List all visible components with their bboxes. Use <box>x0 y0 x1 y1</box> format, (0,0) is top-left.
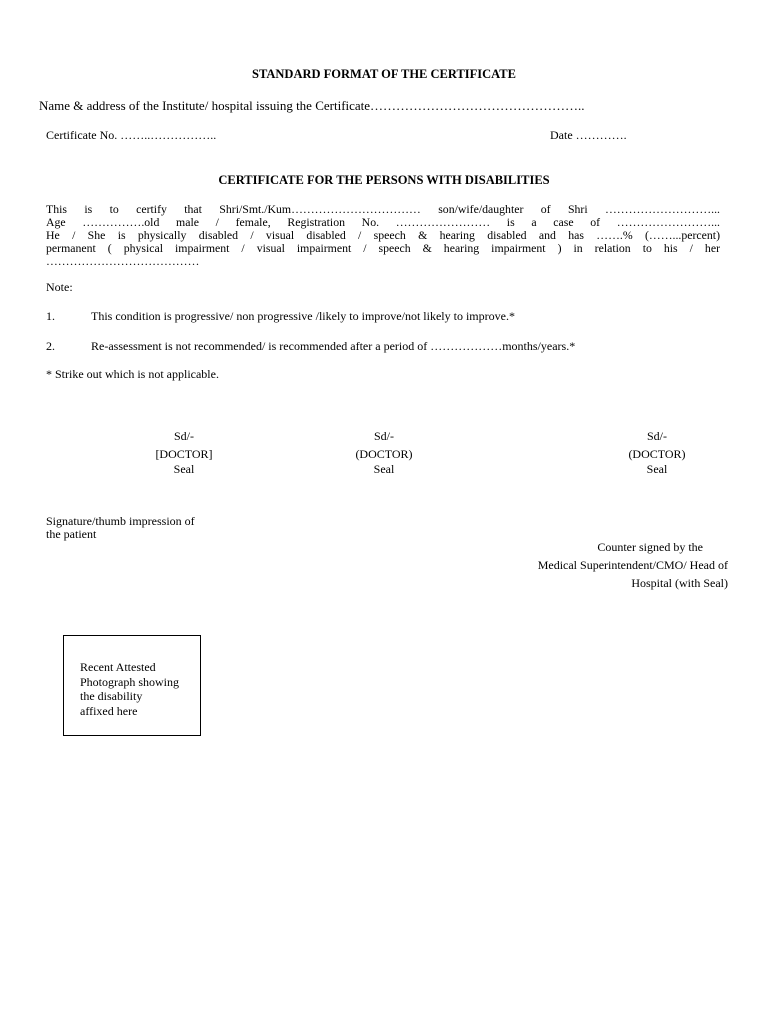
sd-text: Sd/- <box>373 429 394 443</box>
strike-out-note: * Strike out which is not applicable. <box>46 367 219 381</box>
certification-paragraph <box>46 203 720 268</box>
doctor-signature-block <box>344 427 424 478</box>
photo-text-line: affixed here <box>80 703 138 718</box>
institute-line: Name & address of the Institute/ hospital issuing the Certificate………………………………………….. <box>39 98 585 113</box>
doctor-signature-block <box>617 427 697 478</box>
photo-text-line: the disability <box>80 689 143 703</box>
note-number: 1. <box>46 309 55 323</box>
photo-text-line: Recent Attested <box>80 660 156 674</box>
doctor-label: (DOCTOR) <box>628 447 686 461</box>
patient-signature-label: Signature/thumb impression of <box>46 514 195 528</box>
date-field: Date …………. <box>550 128 627 142</box>
doctor-label: [DOCTOR] <box>155 447 213 461</box>
paragraph-line: This is to certify that Shri/Smt./Kum…………………………… son/wife/daughter of Shri ………………………... <box>46 202 720 216</box>
paragraph-line: Age …………….old male / female, Registration No. …………………… is a case of ……………………... <box>46 215 720 229</box>
counter-signed-line: Medical Superintendent/CMO/ Head of <box>537 558 728 572</box>
sd-text: Sd/- <box>173 429 194 443</box>
counter-signed-line: Hospital (with Seal) <box>631 576 728 590</box>
counter-signature-block <box>538 538 728 592</box>
doctor-label: (DOCTOR) <box>355 447 413 461</box>
note-number: 2. <box>46 339 55 353</box>
photo-placeholder-box <box>63 635 201 736</box>
paragraph-line: permanent ( physical impairment / visual impairment / speech & hearing impairment ) in relation to his / her <box>46 241 720 255</box>
patient-signature-label: the patient <box>46 527 97 541</box>
photo-instructions <box>80 660 179 718</box>
paragraph-line: ………………………………… <box>46 254 200 268</box>
seal-label: Seal <box>173 462 195 476</box>
counter-signed-line: Counter signed by the <box>597 540 703 554</box>
paragraph-line: He / She is physically disabled / visual disabled / speech & hearing disabled and has …….% (……...percent) <box>46 228 720 242</box>
certificate-subtitle: CERTIFICATE FOR THE PERSONS WITH DISABILITIES <box>218 173 550 187</box>
note-text: Re-assessment is not recommended/ is recommended after a period of ………………months/years.* <box>91 339 576 353</box>
seal-label: Seal <box>373 462 395 476</box>
note-label: Note: <box>46 280 73 294</box>
photo-text-line: Photograph showing <box>80 674 179 689</box>
doctor-signature-block <box>144 427 224 478</box>
sd-text: Sd/- <box>646 429 667 443</box>
certificate-title: STANDARD FORMAT OF THE CERTIFICATE <box>252 67 516 81</box>
note-text: This condition is progressive/ non progressive /likely to improve/not likely to improve.* <box>91 309 515 323</box>
certificate-number-field: Certificate No. ……..…………….. <box>46 128 217 142</box>
seal-label: Seal <box>646 462 668 476</box>
